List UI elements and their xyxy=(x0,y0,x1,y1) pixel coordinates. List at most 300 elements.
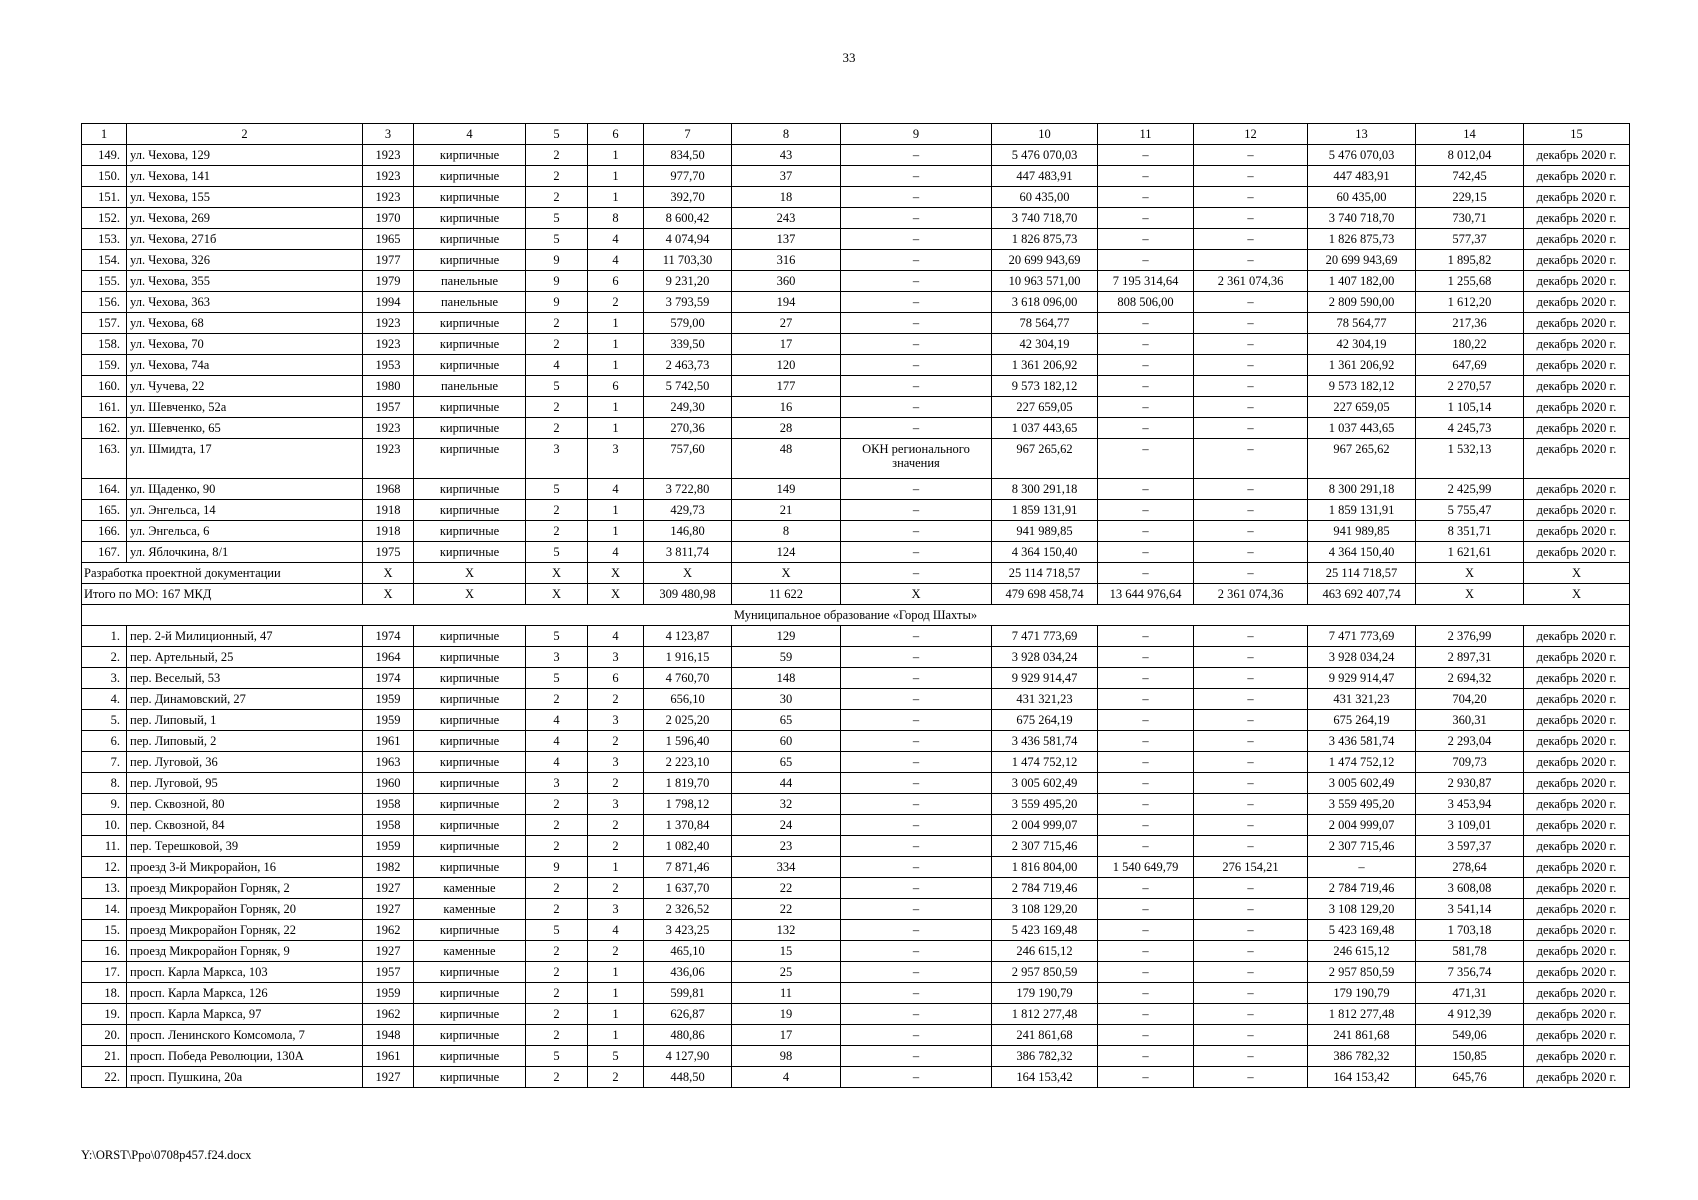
table-cell: декабрь 2020 г. xyxy=(1524,187,1630,208)
table-cell: 316 xyxy=(732,250,841,271)
table-cell: – xyxy=(1194,229,1308,250)
table-cell: 148 xyxy=(732,668,841,689)
table-cell: – xyxy=(1098,815,1194,836)
table-cell: 3 618 096,00 xyxy=(992,292,1098,313)
table-cell: – xyxy=(841,418,992,439)
table-cell: декабрь 2020 г. xyxy=(1524,521,1630,542)
table-row xyxy=(82,626,1630,647)
table-cell: – xyxy=(1194,752,1308,773)
table-cell: кирпичные xyxy=(414,752,526,773)
table-cell: 65 xyxy=(732,752,841,773)
table-cell: 2 xyxy=(526,983,588,1004)
table-cell: – xyxy=(1194,355,1308,376)
table-cell: 167. xyxy=(82,542,127,563)
table-cell: 65 xyxy=(732,710,841,731)
table-cell: 9 xyxy=(526,292,588,313)
table-cell: кирпичные xyxy=(414,836,526,857)
table-cell: – xyxy=(841,229,992,250)
table-cell: 2 809 590,00 xyxy=(1308,292,1416,313)
table-cell: – xyxy=(1098,962,1194,983)
table-cell: 2 xyxy=(526,166,588,187)
table-cell: 1959 xyxy=(363,836,414,857)
table-cell: 4 xyxy=(732,1067,841,1088)
summary-row xyxy=(82,584,1630,605)
table-cell: 4 xyxy=(526,731,588,752)
table-cell: 23 xyxy=(732,836,841,857)
table-cell: – xyxy=(1194,1046,1308,1067)
table-cell: 1 xyxy=(588,1004,644,1025)
table-cell: 1977 xyxy=(363,250,414,271)
table-cell: проезд Микрорайон Горняк, 2 xyxy=(127,878,363,899)
table-cell: ул. Чехова, 129 xyxy=(127,145,363,166)
table-cell: 579,00 xyxy=(644,313,732,334)
table-cell: 2 xyxy=(588,1067,644,1088)
table-cell: 10. xyxy=(82,815,127,836)
table-cell: декабрь 2020 г. xyxy=(1524,292,1630,313)
table-row xyxy=(82,271,1630,292)
table-cell: 14. xyxy=(82,899,127,920)
table-cell: декабрь 2020 г. xyxy=(1524,271,1630,292)
table-cell: 3 xyxy=(526,647,588,668)
table-cell: – xyxy=(1194,689,1308,710)
table-cell: декабрь 2020 г. xyxy=(1524,250,1630,271)
table-cell: просп. Победа Революции, 130А xyxy=(127,1046,363,1067)
table-cell: 3 436 581,74 xyxy=(992,731,1098,752)
table-cell: 241 861,68 xyxy=(992,1025,1098,1046)
column-number-cell: 14 xyxy=(1416,124,1524,145)
table-cell: 1 703,18 xyxy=(1416,920,1524,941)
table-cell: 2 326,52 xyxy=(644,899,732,920)
table-cell: – xyxy=(841,334,992,355)
column-number-cell: 13 xyxy=(1308,124,1416,145)
table-row xyxy=(82,920,1630,941)
table-row xyxy=(82,752,1630,773)
table-cell: 1 xyxy=(588,962,644,983)
table-cell: 1994 xyxy=(363,292,414,313)
table-cell: 1 532,13 xyxy=(1416,439,1524,479)
table-cell: декабрь 2020 г. xyxy=(1524,710,1630,731)
table-cell: ул. Шевченко, 52а xyxy=(127,397,363,418)
table-cell: – xyxy=(841,376,992,397)
table-cell: 1959 xyxy=(363,710,414,731)
table-cell: 2 xyxy=(526,145,588,166)
table-cell: – xyxy=(1098,941,1194,962)
table-cell: ул. Чехова, 68 xyxy=(127,313,363,334)
table-cell: декабрь 2020 г. xyxy=(1524,962,1630,983)
table-row xyxy=(82,250,1630,271)
table-cell: декабрь 2020 г. xyxy=(1524,1067,1630,1088)
table-cell: – xyxy=(841,626,992,647)
table-cell: 5. xyxy=(82,710,127,731)
table-cell: – xyxy=(841,941,992,962)
table-cell: 165. xyxy=(82,500,127,521)
table-cell: декабрь 2020 г. xyxy=(1524,145,1630,166)
table-cell: просп. Карла Маркса, 103 xyxy=(127,962,363,983)
table-cell: 3 722,80 xyxy=(644,479,732,500)
table-cell: 164. xyxy=(82,479,127,500)
table-cell: ул. Чехова, 269 xyxy=(127,208,363,229)
table-cell: декабрь 2020 г. xyxy=(1524,418,1630,439)
table-cell: 941 989,85 xyxy=(1308,521,1416,542)
table-row xyxy=(82,500,1630,521)
table-cell: 386 782,32 xyxy=(992,1046,1098,1067)
table-cell: 1 859 131,91 xyxy=(992,500,1098,521)
summary-cell: X xyxy=(1416,584,1524,605)
table-cell: проезд Микрорайон Горняк, 22 xyxy=(127,920,363,941)
table-cell: 2 784 719,46 xyxy=(992,878,1098,899)
table-cell: – xyxy=(841,752,992,773)
table-cell: 227 659,05 xyxy=(992,397,1098,418)
table-cell: 177 xyxy=(732,376,841,397)
table-cell: – xyxy=(841,857,992,878)
table-cell: 941 989,85 xyxy=(992,521,1098,542)
table-cell: 9. xyxy=(82,794,127,815)
table-cell: – xyxy=(1098,313,1194,334)
table-cell: 429,73 xyxy=(644,500,732,521)
table-cell: ул. Чехова, 363 xyxy=(127,292,363,313)
table-cell: 17 xyxy=(732,334,841,355)
table-cell: декабрь 2020 г. xyxy=(1524,857,1630,878)
table-cell: декабрь 2020 г. xyxy=(1524,626,1630,647)
table-cell: 2 463,73 xyxy=(644,355,732,376)
table-cell: 1927 xyxy=(363,878,414,899)
table-cell: 334 xyxy=(732,857,841,878)
table-cell: декабрь 2020 г. xyxy=(1524,836,1630,857)
table-row xyxy=(82,542,1630,563)
table-cell: – xyxy=(1194,647,1308,668)
table-cell: пер. Луговой, 36 xyxy=(127,752,363,773)
table-cell: 19 xyxy=(732,1004,841,1025)
table-cell: 465,10 xyxy=(644,941,732,962)
table-cell: пер. Сквозной, 84 xyxy=(127,815,363,836)
table-cell: – xyxy=(841,208,992,229)
table-cell: 98 xyxy=(732,1046,841,1067)
table-cell: – xyxy=(1098,983,1194,1004)
table-cell: – xyxy=(1194,773,1308,794)
table-cell: – xyxy=(1194,418,1308,439)
table-cell: 1927 xyxy=(363,1067,414,1088)
table-cell: – xyxy=(1194,941,1308,962)
table-cell: кирпичные xyxy=(414,542,526,563)
summary-cell: 13 644 976,64 xyxy=(1098,584,1194,605)
table-cell: 21 xyxy=(732,500,841,521)
table-row xyxy=(82,1004,1630,1025)
table-cell: 1 082,40 xyxy=(644,836,732,857)
table-cell: декабрь 2020 г. xyxy=(1524,542,1630,563)
table-cell: 4 xyxy=(588,250,644,271)
table-cell: 4 912,39 xyxy=(1416,1004,1524,1025)
table-cell: 2 307 715,46 xyxy=(1308,836,1416,857)
table-cell: 1 826 875,73 xyxy=(992,229,1098,250)
table-cell: кирпичные xyxy=(414,647,526,668)
table-cell: кирпичные xyxy=(414,439,526,479)
table-cell: 5 xyxy=(526,229,588,250)
table-cell: 1 xyxy=(588,187,644,208)
table-cell: 19. xyxy=(82,1004,127,1025)
table-cell: 1 859 131,91 xyxy=(1308,500,1416,521)
table-cell: кирпичные xyxy=(414,983,526,1004)
table-row xyxy=(82,773,1630,794)
table-cell: кирпичные xyxy=(414,1025,526,1046)
table-cell: – xyxy=(1098,521,1194,542)
table-cell: 16. xyxy=(82,941,127,962)
table-cell: 161. xyxy=(82,397,127,418)
table-cell: – xyxy=(841,983,992,1004)
table-cell: – xyxy=(1098,542,1194,563)
table-cell: – xyxy=(841,521,992,542)
table-row xyxy=(82,313,1630,334)
table-cell: 15. xyxy=(82,920,127,941)
table-cell: 730,71 xyxy=(1416,208,1524,229)
table-cell: 1974 xyxy=(363,668,414,689)
table-cell: 1 xyxy=(588,983,644,1004)
table-cell: – xyxy=(1098,250,1194,271)
table-cell: – xyxy=(1194,794,1308,815)
table-cell: кирпичные xyxy=(414,1067,526,1088)
summary-cell: X xyxy=(732,563,841,584)
table-cell: 3 928 034,24 xyxy=(992,647,1098,668)
table-cell: 1923 xyxy=(363,166,414,187)
column-number-cell: 12 xyxy=(1194,124,1308,145)
table-cell: 59 xyxy=(732,647,841,668)
table-cell: 2 xyxy=(526,878,588,899)
table-cell: 22 xyxy=(732,878,841,899)
column-number-cell: 3 xyxy=(363,124,414,145)
table-cell: 675 264,19 xyxy=(992,710,1098,731)
table-cell: декабрь 2020 г. xyxy=(1524,773,1630,794)
table-cell: 1957 xyxy=(363,962,414,983)
table-cell: 129 xyxy=(732,626,841,647)
table-cell: 243 xyxy=(732,208,841,229)
table-cell: 2 xyxy=(588,689,644,710)
table-cell: 471,31 xyxy=(1416,983,1524,1004)
table-cell: – xyxy=(841,899,992,920)
table-cell: кирпичные xyxy=(414,166,526,187)
table-cell: кирпичные xyxy=(414,355,526,376)
table-cell: 132 xyxy=(732,920,841,941)
table-cell: – xyxy=(1098,689,1194,710)
table-cell: 2 xyxy=(526,689,588,710)
table-cell: 339,50 xyxy=(644,334,732,355)
table-cell: 9 xyxy=(526,857,588,878)
table-cell: пер. Липовый, 2 xyxy=(127,731,363,752)
table-cell: 43 xyxy=(732,145,841,166)
table-cell: кирпичные xyxy=(414,626,526,647)
table-cell: 1974 xyxy=(363,626,414,647)
table-row xyxy=(82,397,1630,418)
table-cell: декабрь 2020 г. xyxy=(1524,479,1630,500)
table-cell: 1975 xyxy=(363,542,414,563)
summary-cell: X xyxy=(1416,563,1524,584)
table-cell: 549,06 xyxy=(1416,1025,1524,1046)
table-row xyxy=(82,376,1630,397)
table-cell: 5 476 070,03 xyxy=(1308,145,1416,166)
table-cell: 1962 xyxy=(363,920,414,941)
table-row xyxy=(82,418,1630,439)
table-cell: 18. xyxy=(82,983,127,1004)
table-cell: 3 108 129,20 xyxy=(1308,899,1416,920)
table-row xyxy=(82,836,1630,857)
table-cell: 1982 xyxy=(363,857,414,878)
table-cell: – xyxy=(1098,920,1194,941)
table-cell: 246 615,12 xyxy=(992,941,1098,962)
table-row xyxy=(82,521,1630,542)
table-cell: 1 xyxy=(588,355,644,376)
table-cell: – xyxy=(841,355,992,376)
table-cell: – xyxy=(841,1067,992,1088)
table-cell: – xyxy=(1194,376,1308,397)
table-cell: 154. xyxy=(82,250,127,271)
table-row xyxy=(82,647,1630,668)
table-cell: кирпичные xyxy=(414,689,526,710)
table-cell: 153. xyxy=(82,229,127,250)
table-cell: – xyxy=(841,145,992,166)
table-cell: 1 105,14 xyxy=(1416,397,1524,418)
table-cell: 4. xyxy=(82,689,127,710)
table-cell: 1979 xyxy=(363,271,414,292)
table-cell: 17 xyxy=(732,1025,841,1046)
table-cell: – xyxy=(841,962,992,983)
table-cell: 2 xyxy=(526,1067,588,1088)
table-cell: 3 740 718,70 xyxy=(992,208,1098,229)
table-cell: пер. Динамовский, 27 xyxy=(127,689,363,710)
table-cell: 1953 xyxy=(363,355,414,376)
table-cell: 480,86 xyxy=(644,1025,732,1046)
table-cell: 1923 xyxy=(363,418,414,439)
summary-row xyxy=(82,563,1630,584)
summary-cell: 25 114 718,57 xyxy=(1308,563,1416,584)
table-cell: 3 928 034,24 xyxy=(1308,647,1416,668)
table-cell: 164 153,42 xyxy=(992,1067,1098,1088)
table-cell: 60 435,00 xyxy=(992,187,1098,208)
summary-cell: – xyxy=(841,563,992,584)
table-cell: проезд Микрорайон Горняк, 9 xyxy=(127,941,363,962)
table-cell: пер. Луговой, 95 xyxy=(127,773,363,794)
table-cell: 9 929 914,47 xyxy=(992,668,1098,689)
table-cell: – xyxy=(841,878,992,899)
table-cell: 2 xyxy=(588,836,644,857)
table-cell: 5 742,50 xyxy=(644,376,732,397)
table-cell: 2 930,87 xyxy=(1416,773,1524,794)
table-cell: проезд Микрорайон Горняк, 20 xyxy=(127,899,363,920)
table-cell: 4 xyxy=(588,626,644,647)
table-cell: – xyxy=(841,920,992,941)
table-cell: – xyxy=(1194,731,1308,752)
table-cell: 44 xyxy=(732,773,841,794)
table-cell: декабрь 2020 г. xyxy=(1524,878,1630,899)
table-cell: – xyxy=(1194,983,1308,1004)
table-cell: 8 xyxy=(732,521,841,542)
table-cell: ул. Чучева, 22 xyxy=(127,376,363,397)
table-cell: 3 109,01 xyxy=(1416,815,1524,836)
table-row xyxy=(82,878,1630,899)
table-cell: 8 600,42 xyxy=(644,208,732,229)
table-cell: 1 826 875,73 xyxy=(1308,229,1416,250)
table-cell: декабрь 2020 г. xyxy=(1524,815,1630,836)
table-cell: 28 xyxy=(732,418,841,439)
table-cell: 164 153,42 xyxy=(1308,1067,1416,1088)
table-cell: 2 025,20 xyxy=(644,710,732,731)
table-cell: 22. xyxy=(82,1067,127,1088)
table-cell: 3 xyxy=(526,773,588,794)
table-row xyxy=(82,145,1630,166)
table-cell: 1970 xyxy=(363,208,414,229)
table-cell: декабрь 2020 г. xyxy=(1524,397,1630,418)
table-cell: 431 321,23 xyxy=(992,689,1098,710)
table-cell: 3 005 602,49 xyxy=(992,773,1098,794)
table-cell: 5 xyxy=(526,208,588,229)
table-cell: 599,81 xyxy=(644,983,732,1004)
summary-cell: X xyxy=(363,563,414,584)
table-cell: ул. Шевченко, 65 xyxy=(127,418,363,439)
table-cell: 1980 xyxy=(363,376,414,397)
table-cell: – xyxy=(1098,187,1194,208)
table-cell: 180,22 xyxy=(1416,334,1524,355)
table-cell: 1927 xyxy=(363,899,414,920)
table-cell: кирпичные xyxy=(414,187,526,208)
table-cell: – xyxy=(841,187,992,208)
table-cell: – xyxy=(1194,479,1308,500)
table-cell: 179 190,79 xyxy=(992,983,1098,1004)
table-cell: 1 621,61 xyxy=(1416,542,1524,563)
table-cell: 7 195 314,64 xyxy=(1098,271,1194,292)
table-cell: 246 615,12 xyxy=(1308,941,1416,962)
table-cell: 3 xyxy=(588,439,644,479)
summary-cell: 25 114 718,57 xyxy=(992,563,1098,584)
table-cell: – xyxy=(841,836,992,857)
table-row xyxy=(82,208,1630,229)
table-cell: 967 265,62 xyxy=(1308,439,1416,479)
table-cell: 3 793,59 xyxy=(644,292,732,313)
table-cell: 241 861,68 xyxy=(1308,1025,1416,1046)
table-cell: 2 xyxy=(526,313,588,334)
table-cell: – xyxy=(841,647,992,668)
table-cell: 436,06 xyxy=(644,962,732,983)
table-cell: 2 xyxy=(526,836,588,857)
table-cell: 5 xyxy=(526,1046,588,1067)
table-cell: 2 425,99 xyxy=(1416,479,1524,500)
table-cell: – xyxy=(1098,145,1194,166)
table-cell: – xyxy=(1194,878,1308,899)
table-cell: 1 xyxy=(588,521,644,542)
table-cell: 149 xyxy=(732,479,841,500)
table-cell: 3 608,08 xyxy=(1416,878,1524,899)
table-cell: 757,60 xyxy=(644,439,732,479)
table-cell: 32 xyxy=(732,794,841,815)
table-cell: 2 xyxy=(588,292,644,313)
table-cell: – xyxy=(1194,439,1308,479)
table-cell: 360,31 xyxy=(1416,710,1524,731)
table-cell: 9 573 182,12 xyxy=(1308,376,1416,397)
column-number-cell: 1 xyxy=(82,124,127,145)
table-cell: 229,15 xyxy=(1416,187,1524,208)
table-cell: 4 760,70 xyxy=(644,668,732,689)
table-cell: – xyxy=(1098,752,1194,773)
table-cell: 278,64 xyxy=(1416,857,1524,878)
table-cell: кирпичные xyxy=(414,334,526,355)
table-cell: 1 037 443,65 xyxy=(992,418,1098,439)
table-cell: 1923 xyxy=(363,145,414,166)
table-cell: 6 xyxy=(588,376,644,397)
table-cell: 4 xyxy=(588,479,644,500)
table-cell: – xyxy=(841,668,992,689)
table-cell: 2 xyxy=(588,941,644,962)
table-cell: 4 xyxy=(526,355,588,376)
table-cell: 4 245,73 xyxy=(1416,418,1524,439)
table-cell: 11 703,30 xyxy=(644,250,732,271)
table-cell: 1 361 206,92 xyxy=(1308,355,1416,376)
table-cell: 656,10 xyxy=(644,689,732,710)
